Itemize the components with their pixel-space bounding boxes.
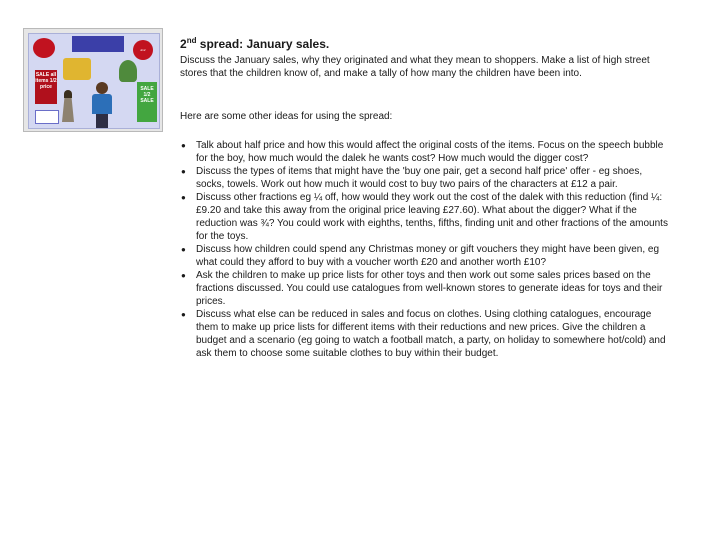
ideas-heading: Here are some other ideas for using the spread: (180, 111, 393, 122)
title-ordinal-suffix: nd (186, 36, 197, 45)
thumbnail-digger (63, 58, 91, 80)
thumbnail-sale-sign-right (137, 82, 157, 122)
list-item-text: Discuss how children could spend any Christmas money or gift vouchers they might have been given, eg what could they afford to buy with a voucher worth £20 and another worth £10? (196, 244, 660, 268)
bullet-icon: ● (181, 193, 186, 202)
thumbnail-panel (28, 33, 160, 129)
title-text: spread: January sales. (196, 37, 330, 51)
list-item-text: Ask the children to make up price lists for other toys and then work out some sales prices based on the fractions discussed. You could use catalogues from well-known stores to generate ideas for toys and their prices. (196, 270, 663, 307)
thumbnail-boy (91, 82, 113, 128)
bullet-icon: ● (181, 271, 186, 280)
thumbnail-price-right: £12 (140, 48, 146, 52)
page-title (180, 36, 329, 51)
intro-paragraph: Discuss the January sales, why they originated and what they mean to shoppers. Make a list of high street stores that the children know of, and make a tally of how many the children have been into. (180, 55, 650, 79)
spread-thumbnail (23, 28, 163, 132)
ideas-list (180, 139, 670, 360)
list-item-text: Talk about half price and how this would affect the original costs of the items. Focus on the speech bubble for the boy, how much would the dalek he wants cost? How much would the digger cost? (196, 140, 664, 164)
list-item (180, 243, 670, 269)
list-item (180, 269, 670, 308)
list-item (180, 139, 670, 165)
list-item (180, 191, 670, 243)
list-item-text: Discuss the types of items that might have the 'buy one pair, get a second half price' offer - eg shoes, socks, towels. Work out how much it would cost to buy two pairs of the characters at £12 a pair. (196, 166, 643, 190)
list-item (180, 308, 670, 360)
bullet-icon: ● (181, 245, 186, 254)
thumbnail-starburst-right (133, 40, 153, 60)
thumbnail-dalek (61, 90, 75, 122)
list-item (180, 165, 670, 191)
thumbnail-sale-right-text: SALE 1/2 SALE (138, 84, 156, 120)
list-item-text: Discuss what else can be reduced in sales and focus on clothes. Using clothing catalogues, encourage them to make up price lists for different items with their reductions and new prices. Give the children a budget and a scenario (eg going to watch a football match, a party, on holiday to somewhere hot/cold) and ask them to choose some suitable clothes to buy within their budget. (196, 309, 666, 359)
bullet-icon: ● (181, 167, 186, 176)
thumbnail-starburst-left (33, 38, 55, 58)
bullet-icon: ● (181, 310, 186, 319)
thumbnail-sale-sign-left: SALE all items 1/2 price (35, 70, 57, 104)
list-item-text: Discuss other fractions eg ¼ off, how would they work out the cost of the dalek with this reduction (find ¼: £9.20 and take this away from the original price leaving £27.60). What about the digger? What if the reduction was ¾? You could work with eighths, tenths, fifths, finding unit and other fractions of the amounts for the toys. (196, 192, 668, 242)
thumbnail-plant (119, 60, 137, 82)
thumbnail-banner (72, 36, 124, 52)
bullet-icon: ● (181, 141, 186, 150)
title-number: 2 (180, 37, 187, 51)
thumbnail-ticket (35, 110, 59, 124)
